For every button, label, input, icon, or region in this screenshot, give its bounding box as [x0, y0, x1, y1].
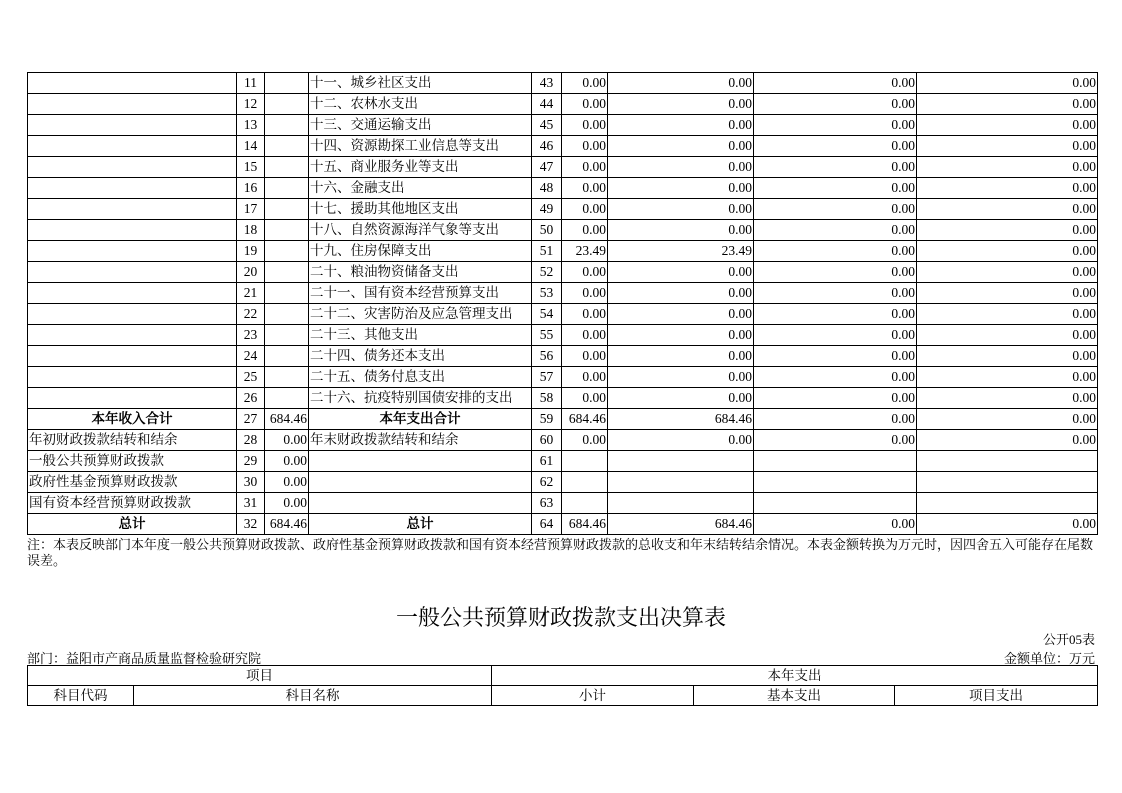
table-row	[28, 157, 1098, 178]
left-row-number: 16	[237, 178, 265, 199]
left-amount: 0.00	[265, 472, 309, 493]
basic-amount: 0.00	[608, 388, 754, 409]
table-row	[28, 262, 1098, 283]
left-label	[28, 367, 237, 388]
other-amount: 0.00	[917, 136, 1098, 157]
left-label	[28, 199, 237, 220]
total-amount: 0.00	[562, 346, 608, 367]
total-amount: 684.46	[562, 514, 608, 535]
total-amount: 0.00	[562, 136, 608, 157]
header-project: 项目支出	[895, 686, 1098, 706]
header-expense: 本年支出	[492, 666, 1098, 686]
right-label: 二十五、债务付息支出	[309, 367, 532, 388]
other-amount: 0.00	[917, 73, 1098, 94]
left-row-number: 14	[237, 136, 265, 157]
right-row-number: 64	[532, 514, 562, 535]
basic-amount: 0.00	[608, 157, 754, 178]
right-label: 十六、金融支出	[309, 178, 532, 199]
basic-amount	[608, 472, 754, 493]
left-label	[28, 178, 237, 199]
right-row-number: 54	[532, 304, 562, 325]
left-row-number: 23	[237, 325, 265, 346]
header-basic: 基本支出	[694, 686, 895, 706]
left-row-number: 25	[237, 367, 265, 388]
right-label: 十八、自然资源海洋气象等支出	[309, 220, 532, 241]
left-amount: 0.00	[265, 430, 309, 451]
right-label: 十二、农林水支出	[309, 94, 532, 115]
page-title: 一般公共预算财政拨款支出决算表	[395, 605, 726, 630]
project-amount: 0.00	[754, 94, 917, 115]
right-label: 二十三、其他支出	[309, 325, 532, 346]
left-row-number: 15	[237, 157, 265, 178]
basic-amount	[608, 451, 754, 472]
right-label	[309, 493, 532, 514]
project-amount: 0.00	[754, 241, 917, 262]
project-amount: 0.00	[754, 514, 917, 535]
basic-amount: 684.46	[608, 409, 754, 430]
other-amount: 0.00	[917, 199, 1098, 220]
left-row-number: 31	[237, 493, 265, 514]
other-amount: 0.00	[917, 430, 1098, 451]
right-row-number: 50	[532, 220, 562, 241]
basic-amount: 0.00	[608, 283, 754, 304]
total-amount: 0.00	[562, 115, 608, 136]
right-label: 十四、资源勘探工业信息等支出	[309, 136, 532, 157]
project-amount: 0.00	[754, 346, 917, 367]
left-row-number: 32	[237, 514, 265, 535]
left-row-number: 27	[237, 409, 265, 430]
basic-amount: 0.00	[608, 136, 754, 157]
header-name: 科目名称	[134, 686, 492, 706]
left-amount	[265, 157, 309, 178]
basic-amount: 0.00	[608, 430, 754, 451]
right-row-number: 58	[532, 388, 562, 409]
header-code: 科目代码	[28, 686, 134, 706]
right-label: 十七、援助其他地区支出	[309, 199, 532, 220]
basic-amount: 0.00	[608, 325, 754, 346]
left-amount	[265, 262, 309, 283]
left-row-number: 19	[237, 241, 265, 262]
other-amount: 0.00	[917, 115, 1098, 136]
header-subtotal: 小计	[492, 686, 694, 706]
table-row	[28, 136, 1098, 157]
left-label	[28, 304, 237, 325]
basic-amount	[608, 493, 754, 514]
basic-amount: 0.00	[608, 115, 754, 136]
left-row-number: 21	[237, 283, 265, 304]
project-amount: 0.00	[754, 430, 917, 451]
right-row-number: 49	[532, 199, 562, 220]
total-amount: 0.00	[562, 304, 608, 325]
other-amount: 0.00	[917, 304, 1098, 325]
left-row-number: 26	[237, 388, 265, 409]
other-amount	[917, 472, 1098, 493]
table-row	[28, 304, 1098, 325]
other-amount: 0.00	[917, 220, 1098, 241]
project-amount: 0.00	[754, 388, 917, 409]
left-label	[28, 73, 237, 94]
table-row	[28, 514, 1098, 535]
right-row-number: 53	[532, 283, 562, 304]
left-label	[28, 136, 237, 157]
other-amount: 0.00	[917, 241, 1098, 262]
left-amount	[265, 241, 309, 262]
right-row-number: 55	[532, 325, 562, 346]
other-amount: 0.00	[917, 346, 1098, 367]
left-label: 年初财政拨款结转和结余	[28, 430, 237, 451]
left-label: 政府性基金预算财政拨款	[28, 472, 237, 493]
project-amount: 0.00	[754, 367, 917, 388]
left-amount	[265, 199, 309, 220]
project-amount	[754, 472, 917, 493]
table-row	[28, 94, 1098, 115]
project-amount: 0.00	[754, 115, 917, 136]
other-amount: 0.00	[917, 514, 1098, 535]
right-row-number: 51	[532, 241, 562, 262]
left-row-number: 13	[237, 115, 265, 136]
left-amount	[265, 94, 309, 115]
project-amount: 0.00	[754, 73, 917, 94]
left-label	[28, 388, 237, 409]
total-amount: 0.00	[562, 283, 608, 304]
total-amount: 0.00	[562, 157, 608, 178]
basic-amount: 0.00	[608, 304, 754, 325]
total-amount: 0.00	[562, 430, 608, 451]
basic-amount: 0.00	[608, 94, 754, 115]
other-amount: 0.00	[917, 178, 1098, 199]
left-label	[28, 325, 237, 346]
project-amount: 0.00	[754, 136, 917, 157]
expense-header-table	[27, 665, 1098, 706]
table-row	[28, 472, 1098, 493]
other-amount	[917, 451, 1098, 472]
total-amount: 0.00	[562, 199, 608, 220]
basic-amount: 0.00	[608, 73, 754, 94]
left-row-number: 12	[237, 94, 265, 115]
left-label: 总计	[28, 514, 237, 535]
right-label: 二十六、抗疫特别国债安排的支出	[309, 388, 532, 409]
project-amount: 0.00	[754, 157, 917, 178]
department-label: 部门：益阳市产商品质量监督检验研究院	[27, 651, 262, 666]
left-amount: 0.00	[265, 493, 309, 514]
left-amount	[265, 178, 309, 199]
left-amount	[265, 136, 309, 157]
right-label: 总计	[309, 514, 532, 535]
left-row-number: 28	[237, 430, 265, 451]
total-amount: 0.00	[562, 178, 608, 199]
left-amount	[265, 388, 309, 409]
right-row-number: 43	[532, 73, 562, 94]
left-label	[28, 157, 237, 178]
total-amount: 23.49	[562, 241, 608, 262]
total-amount	[562, 451, 608, 472]
right-label: 十一、城乡社区支出	[309, 73, 532, 94]
other-amount: 0.00	[917, 388, 1098, 409]
right-label: 本年支出合计	[309, 409, 532, 430]
project-amount: 0.00	[754, 262, 917, 283]
right-label: 十三、交通运输支出	[309, 115, 532, 136]
right-row-number: 56	[532, 346, 562, 367]
basic-amount: 0.00	[608, 262, 754, 283]
left-row-number: 29	[237, 451, 265, 472]
right-row-number: 46	[532, 136, 562, 157]
table-row	[28, 451, 1098, 472]
right-label: 二十二、灾害防治及应急管理支出	[309, 304, 532, 325]
right-row-number: 47	[532, 157, 562, 178]
left-label	[28, 115, 237, 136]
left-amount	[265, 367, 309, 388]
other-amount: 0.00	[917, 283, 1098, 304]
left-label	[28, 220, 237, 241]
left-amount	[265, 304, 309, 325]
right-label: 二十四、债务还本支出	[309, 346, 532, 367]
right-label: 二十、粮油物资储备支出	[309, 262, 532, 283]
table-row	[28, 283, 1098, 304]
left-amount	[265, 346, 309, 367]
table-row	[28, 346, 1098, 367]
basic-amount: 684.46	[608, 514, 754, 535]
table-row	[28, 199, 1098, 220]
total-amount: 0.00	[562, 94, 608, 115]
right-row-number: 59	[532, 409, 562, 430]
total-amount: 0.00	[562, 388, 608, 409]
project-amount: 0.00	[754, 283, 917, 304]
budget-summary-table	[27, 72, 1098, 535]
right-row-number: 61	[532, 451, 562, 472]
table-row	[28, 388, 1098, 409]
left-label	[28, 241, 237, 262]
left-amount	[265, 325, 309, 346]
right-label: 十五、商业服务业等支出	[309, 157, 532, 178]
project-amount: 0.00	[754, 178, 917, 199]
basic-amount: 0.00	[608, 199, 754, 220]
right-row-number: 48	[532, 178, 562, 199]
left-label: 国有资本经营预算财政拨款	[28, 493, 237, 514]
basic-amount: 0.00	[608, 367, 754, 388]
table-row	[28, 220, 1098, 241]
table-row	[28, 325, 1098, 346]
total-amount	[562, 472, 608, 493]
right-row-number: 44	[532, 94, 562, 115]
project-amount: 0.00	[754, 409, 917, 430]
right-row-number: 60	[532, 430, 562, 451]
left-row-number: 24	[237, 346, 265, 367]
total-amount: 0.00	[562, 220, 608, 241]
other-amount: 0.00	[917, 157, 1098, 178]
right-row-number: 57	[532, 367, 562, 388]
table-code: 公开05表	[1042, 632, 1095, 647]
left-amount	[265, 283, 309, 304]
table-row	[28, 73, 1098, 94]
basic-amount: 0.00	[608, 346, 754, 367]
other-amount: 0.00	[917, 409, 1098, 430]
right-label	[309, 451, 532, 472]
other-amount: 0.00	[917, 94, 1098, 115]
total-amount: 684.46	[562, 409, 608, 430]
basic-amount: 23.49	[608, 241, 754, 262]
header-item: 项目	[28, 666, 492, 686]
other-amount: 0.00	[917, 262, 1098, 283]
left-label: 一般公共预算财政拨款	[28, 451, 237, 472]
left-label	[28, 283, 237, 304]
left-row-number: 11	[237, 73, 265, 94]
project-amount: 0.00	[754, 304, 917, 325]
table-row	[28, 367, 1098, 388]
table-row	[28, 115, 1098, 136]
left-amount: 0.00	[265, 451, 309, 472]
right-label: 二十一、国有资本经营预算支出	[309, 283, 532, 304]
right-label	[309, 472, 532, 493]
table-row	[28, 241, 1098, 262]
project-amount: 0.00	[754, 199, 917, 220]
project-amount	[754, 493, 917, 514]
project-amount	[754, 451, 917, 472]
right-row-number: 52	[532, 262, 562, 283]
right-row-number: 45	[532, 115, 562, 136]
right-row-number: 62	[532, 472, 562, 493]
right-label: 年末财政拨款结转和结余	[309, 430, 532, 451]
other-amount	[917, 493, 1098, 514]
left-label	[28, 262, 237, 283]
right-row-number: 63	[532, 493, 562, 514]
left-amount: 684.46	[265, 514, 309, 535]
basic-amount: 0.00	[608, 178, 754, 199]
left-row-number: 18	[237, 220, 265, 241]
unit-label: 金额单位：万元	[1003, 651, 1095, 666]
left-row-number: 30	[237, 472, 265, 493]
project-amount: 0.00	[754, 220, 917, 241]
left-row-number: 17	[237, 199, 265, 220]
left-row-number: 20	[237, 262, 265, 283]
project-amount: 0.00	[754, 325, 917, 346]
total-amount	[562, 493, 608, 514]
basic-amount: 0.00	[608, 220, 754, 241]
left-amount	[265, 220, 309, 241]
total-amount: 0.00	[562, 325, 608, 346]
right-label: 十九、住房保障支出	[309, 241, 532, 262]
left-amount	[265, 115, 309, 136]
other-amount: 0.00	[917, 367, 1098, 388]
total-amount: 0.00	[562, 73, 608, 94]
left-label	[28, 94, 237, 115]
left-row-number: 22	[237, 304, 265, 325]
table-row	[28, 178, 1098, 199]
left-label	[28, 346, 237, 367]
table-row	[28, 493, 1098, 514]
left-label: 本年收入合计	[28, 409, 237, 430]
other-amount: 0.00	[917, 325, 1098, 346]
table-row	[28, 409, 1098, 430]
total-amount: 0.00	[562, 262, 608, 283]
left-amount	[265, 73, 309, 94]
table-row	[28, 430, 1098, 451]
table-note: 注：本表反映部门本年度一般公共预算财政拨款、政府性基金预算财政拨款和国有资本经营预算财政拨款的总收支和年末结转结余情况。本表金额转换为万元时，因四舍五入可能存在尾数误差。	[27, 537, 1094, 568]
total-amount: 0.00	[562, 367, 608, 388]
left-amount: 684.46	[265, 409, 309, 430]
